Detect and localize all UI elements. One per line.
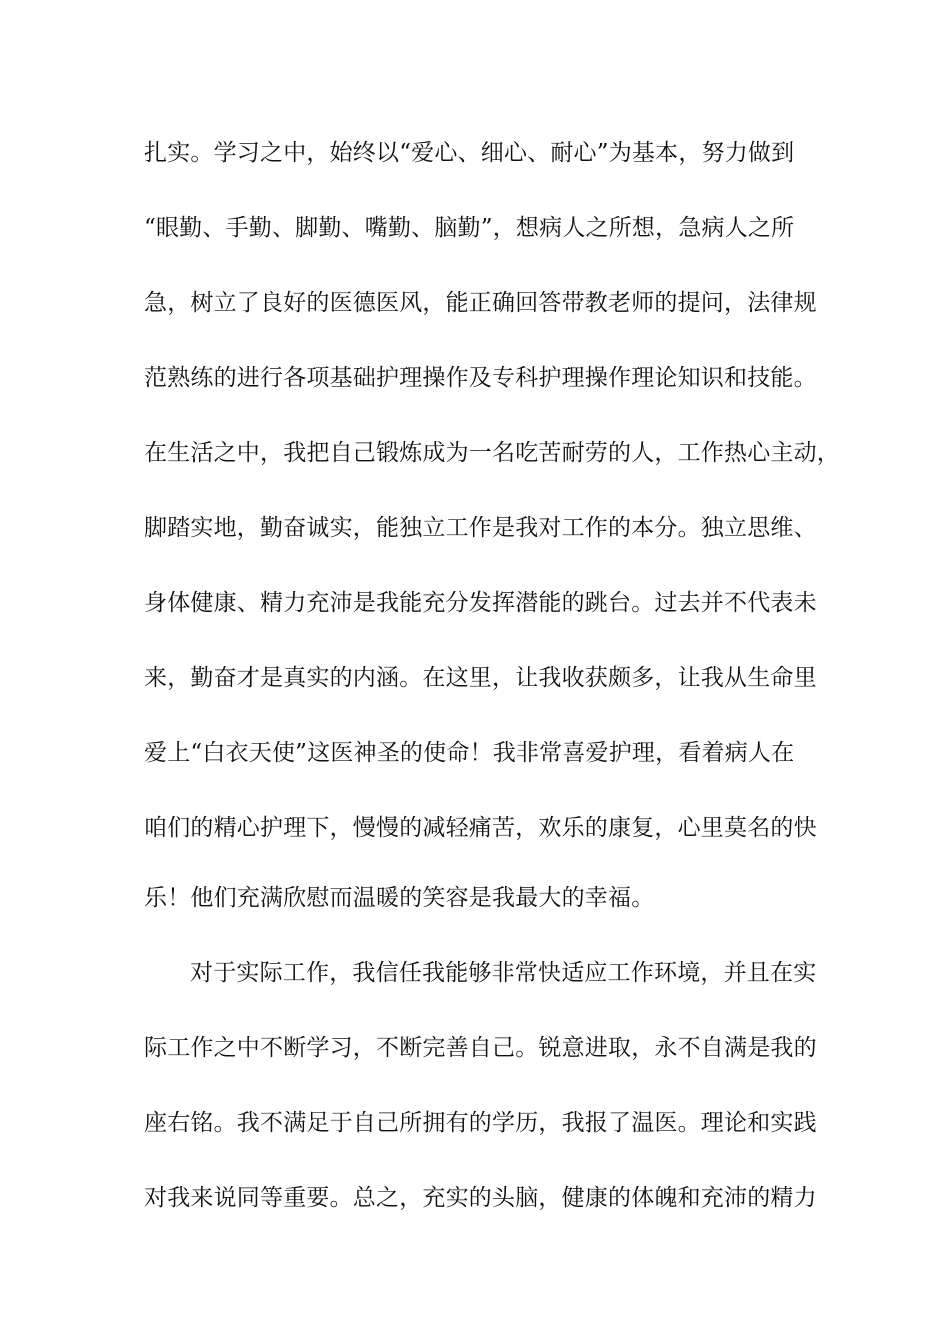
text-line: 来，勤奋才是真实的内涵。在这里，让我收获颇多，让我从生命里 [144, 665, 817, 691]
text-line: 座右铭。我不满足于自己所拥有的学历，我报了温医。理论和实践 [144, 1110, 817, 1136]
text-line: 身体健康、精力充沛是我能充分发挥潜能的跳台。过去并不代表未 [144, 590, 817, 616]
text-line: 扎实。学习之中，始终以“爱心、细心、耐心”为基本，努力做到 [144, 140, 795, 166]
text-line: 爱上“白衣天使”这医神圣的使命！我非常喜爱护理，看着病人在 [144, 740, 795, 766]
text-line: 对我来说同等重要。总之，充实的头脑，健康的体魄和充沛的精力 [144, 1185, 817, 1211]
text-line: 范熟练的进行各项基础护理操作及专科护理操作理论知识和技能。 [144, 365, 817, 391]
text-line: 急，树立了良好的医德医风，能正确回答带教老师的提问，法律规 [144, 290, 817, 316]
text-line: 在生活之中，我把自己锻炼成为一名吃苦耐劳的人，工作热心主动， [144, 440, 840, 466]
text-line: 咱们的精心护理下，慢慢的减轻痛苦，欢乐的康复，心里莫名的快 [144, 815, 817, 841]
text-line: 际工作之中不断学习，不断完善自己。锐意进取，永不自满是我的 [144, 1035, 817, 1061]
text-line: “眼勤、手勤、脚勤、嘴勤、脑勤”，想病人之所想，急病人之所 [144, 215, 795, 241]
text-line: 乐！他们充满欣慰而温暖的笑容是我最大的幸福。 [144, 885, 655, 911]
paragraph-first-line: 对于实际工作，我信任我能够非常快适应工作环境，并且在实 [190, 960, 817, 986]
text-line: 脚踏实地，勤奋诚实，能独立工作是我对工作的本分。独立思维、 [144, 515, 817, 541]
